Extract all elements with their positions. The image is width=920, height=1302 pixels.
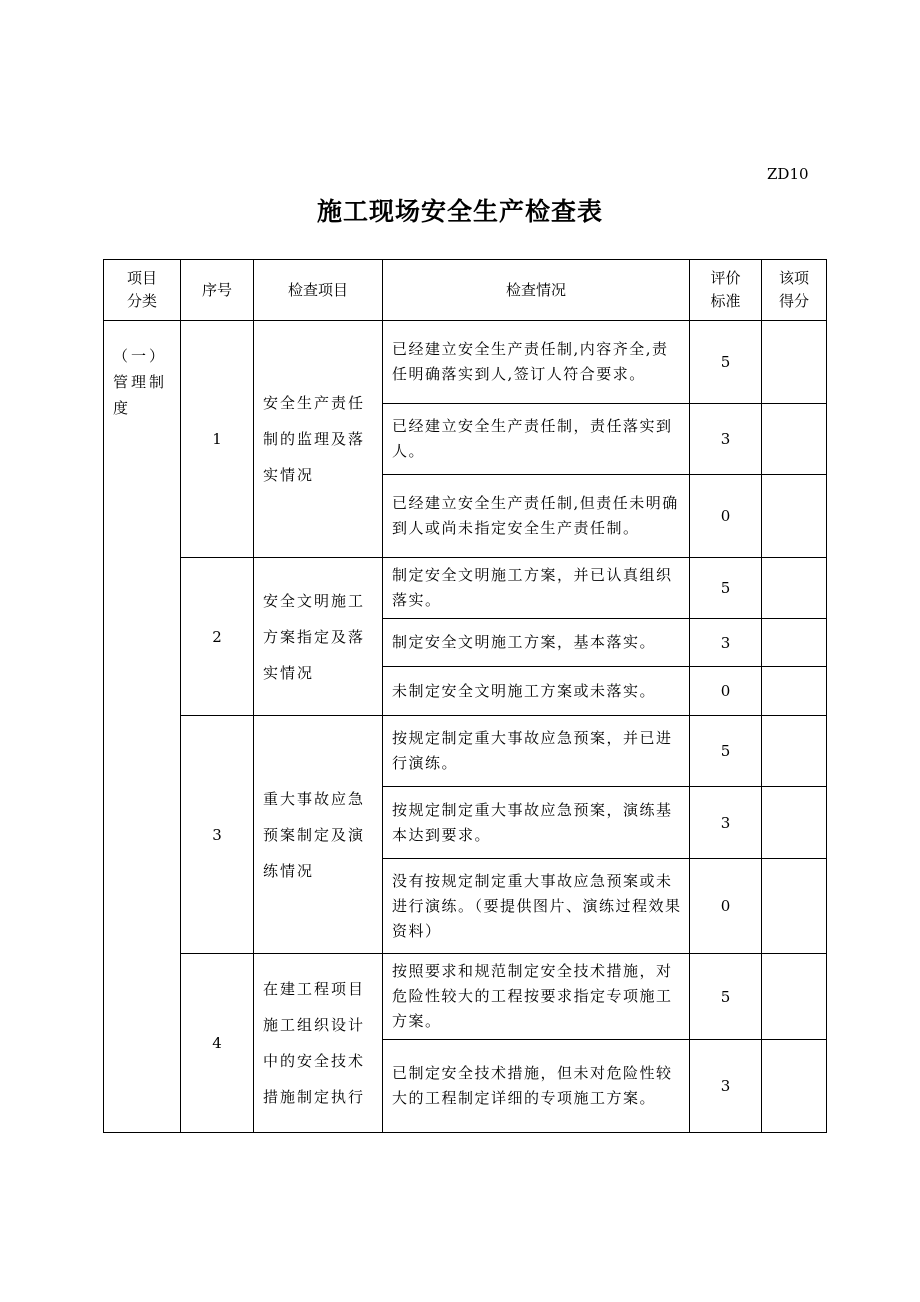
score-cell[interactable] [762,321,827,404]
table-row [104,954,827,1040]
item-cell: 安全生产责任制的监理及落实情况 [254,321,383,558]
item-cell: 在建工程项目施工组织设计中的安全技术措施制定执行 [254,954,383,1133]
situation-cell: 制定安全文明施工方案，并已认真组织落实。 [383,558,690,619]
header-score-line2: 得分 [778,292,809,310]
score-cell[interactable] [762,475,827,558]
situation-cell: 已经建立安全生产责任制,但责任未明确到人或尚未指定安全生产责任制。 [383,475,690,558]
situation-cell: 已经建立安全生产责任制,内容齐全,责任明确落实到人,签订人符合要求。 [383,321,690,404]
header-seq: 序号 [181,260,254,321]
standard-cell: 5 [690,954,762,1040]
standard-cell: 3 [690,1040,762,1133]
item-cell: 安全文明施工方案指定及落实情况 [254,558,383,716]
situation-cell: 已经建立安全生产责任制，责任落实到人。 [383,404,690,475]
header-item: 检查项目 [254,260,383,321]
score-cell[interactable] [762,404,827,475]
category-label-line1: （一） [113,347,168,365]
header-category-line1: 项目 [126,269,157,287]
standard-cell: 3 [690,619,762,667]
inspection-table [103,259,827,1133]
standard-cell: 3 [690,404,762,475]
seq-cell: 3 [181,716,254,954]
document-code: ZD10 [767,165,809,183]
category-cell [104,321,181,1133]
situation-cell: 按照要求和规范制定安全技术措施，对危险性较大的工程按要求指定专项施工方案。 [383,954,690,1040]
score-cell[interactable] [762,859,827,954]
standard-cell: 0 [690,667,762,716]
header-row [104,260,827,321]
score-cell[interactable] [762,716,827,787]
score-cell[interactable] [762,954,827,1040]
page-title: 施工现场安全生产检查表 [316,197,603,226]
category-label-line2: 管理制 [113,373,168,391]
category-label-line3: 度 [113,399,132,417]
score-cell[interactable] [762,667,827,716]
header-standard [690,260,762,321]
score-cell[interactable] [762,1040,827,1133]
score-cell[interactable] [762,787,827,859]
header-category [104,260,181,321]
standard-cell: 5 [690,716,762,787]
situation-cell: 没有按规定制定重大事故应急预案或未进行演练。（要提供图片、演练过程效果资料） [383,859,690,954]
standard-cell: 5 [690,558,762,619]
situation-cell: 按规定制定重大事故应急预案，并已进行演练。 [383,716,690,787]
header-category-line2: 分类 [126,292,157,310]
situation-cell: 按规定制定重大事故应急预案，演练基本达到要求。 [383,787,690,859]
seq-cell: 4 [181,954,254,1133]
standard-cell: 0 [690,475,762,558]
standard-cell: 3 [690,787,762,859]
table-row [104,558,827,619]
header-score-line1: 该项 [778,269,809,287]
table-row [104,716,827,787]
seq-cell: 2 [181,558,254,716]
score-cell[interactable] [762,558,827,619]
situation-cell: 制定安全文明施工方案，基本落实。 [383,619,690,667]
table-row [104,321,827,404]
standard-cell: 5 [690,321,762,404]
header-standard-line2: 标准 [710,292,741,310]
score-cell[interactable] [762,619,827,667]
situation-cell: 已制定安全技术措施，但未对危险性较大的工程制定详细的专项施工方案。 [383,1040,690,1133]
standard-cell: 0 [690,859,762,954]
header-standard-line1: 评价 [710,269,741,287]
item-cell: 重大事故应急预案制定及演练情况 [254,716,383,954]
seq-cell: 1 [181,321,254,558]
header-score [762,260,827,321]
header-situation: 检查情况 [383,260,690,321]
situation-cell: 未制定安全文明施工方案或未落实。 [383,667,690,716]
